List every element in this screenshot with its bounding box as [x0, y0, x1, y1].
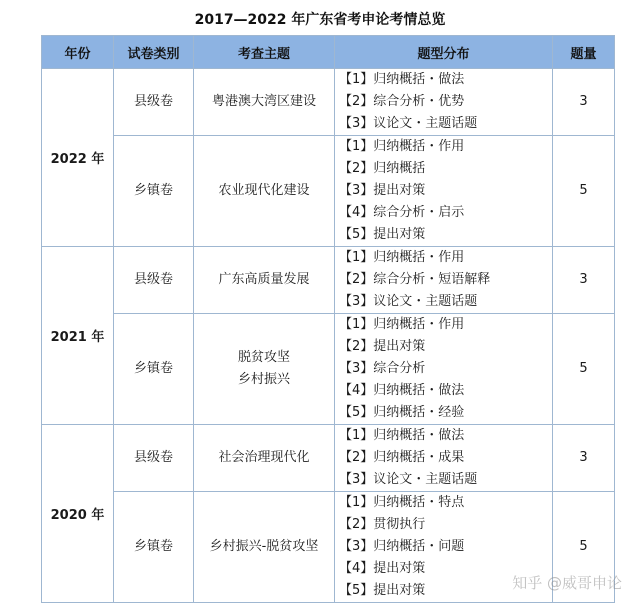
question-type-item: 【2】综合分析・短语解释: [339, 272, 491, 287]
header-theme: 考查主题: [194, 36, 335, 69]
question-type-item: 【2】贯彻执行: [339, 517, 426, 532]
question-type-item: 【3】归纳概括・问题: [339, 539, 465, 554]
question-type-item: 【2】综合分析・优势: [339, 94, 465, 109]
header-paper-type: 试卷类别: [114, 36, 194, 69]
year-cell: 2020 年: [42, 425, 114, 603]
question-type-item: 【3】综合分析: [339, 361, 426, 376]
question-type-item: 【5】归纳概括・经验: [339, 405, 465, 420]
question-type-item: 【1】归纳概括・作用: [339, 317, 465, 332]
theme-cell: [194, 314, 335, 425]
paper-type-cell: 乡镇卷: [114, 492, 194, 603]
question-type-item: 【3】议论文・主题话题: [339, 116, 478, 131]
question-count-cell: 3: [553, 247, 615, 314]
question-count-cell: 5: [553, 314, 615, 425]
theme-line: 乡村振兴-脱贫攻坚: [209, 539, 319, 554]
question-type-item: 【3】议论文・主题话题: [339, 294, 478, 309]
paper-type-cell: 县级卷: [114, 247, 194, 314]
header-question-types: 题型分布: [335, 36, 553, 69]
question-type-item: 【4】提出对策: [339, 561, 426, 576]
question-type-item: 【1】归纳概括・作用: [339, 139, 465, 154]
question-type-item: 【1】归纳概括・作用: [339, 250, 465, 265]
question-types-cell: [335, 425, 553, 492]
table-body: [42, 69, 615, 603]
question-type-item: 【1】归纳概括・做法: [339, 72, 465, 87]
paper-type-cell: 乡镇卷: [114, 136, 194, 247]
paper-type-cell: 乡镇卷: [114, 314, 194, 425]
table-header-row: [42, 36, 615, 69]
theme-line: 广东高质量发展: [218, 272, 310, 287]
question-type-item: 【1】归纳概括・做法: [339, 428, 465, 443]
paper-type-cell: 县级卷: [114, 425, 194, 492]
page-title: 2017—2022 年广东省考申论考情总览: [194, 12, 446, 28]
table-row: [42, 136, 615, 247]
year-cell: 2022 年: [42, 69, 114, 247]
question-types-cell: [335, 69, 553, 136]
exam-overview-table: [41, 35, 615, 603]
theme-cell: [194, 247, 335, 314]
header-year: 年份: [42, 36, 114, 69]
question-type-item: 【2】归纳概括・成果: [339, 450, 465, 465]
question-count-cell: 3: [553, 69, 615, 136]
question-type-item: 【3】议论文・主题话题: [339, 472, 478, 487]
theme-cell: [194, 492, 335, 603]
theme-line: 农业现代化建设: [218, 183, 310, 198]
theme-cell: [194, 136, 335, 247]
table-row: [42, 247, 615, 314]
table-row: [42, 69, 615, 136]
header-count: 题量: [553, 36, 615, 69]
question-type-item: 【1】归纳概括・特点: [339, 495, 465, 510]
question-type-item: 【4】综合分析・启示: [339, 205, 465, 220]
question-count-cell: 3: [553, 425, 615, 492]
table-row: [42, 314, 615, 425]
question-type-item: 【5】提出对策: [339, 583, 426, 598]
theme-line: 脱贫攻坚: [237, 350, 290, 365]
question-count-cell: 5: [553, 492, 615, 603]
theme-cell: [194, 69, 335, 136]
question-type-item: 【5】提出对策: [339, 227, 426, 242]
theme-cell: [194, 425, 335, 492]
question-type-item: 【2】归纳概括: [339, 161, 426, 176]
question-type-item: 【2】提出对策: [339, 339, 426, 354]
theme-line: 乡村振兴: [237, 372, 290, 387]
question-types-cell: [335, 136, 553, 247]
table-row: [42, 425, 615, 492]
question-type-item: 【3】提出对策: [339, 183, 426, 198]
question-types-cell: [335, 247, 553, 314]
question-type-item: 【4】归纳概括・做法: [339, 383, 465, 398]
year-cell: 2021 年: [42, 247, 114, 425]
question-count-cell: 5: [553, 136, 615, 247]
paper-type-cell: 县级卷: [114, 69, 194, 136]
watermark: 知乎 @威哥申论: [512, 574, 622, 592]
theme-line: 社会治理现代化: [218, 450, 310, 465]
theme-line: 粤港澳大湾区建设: [211, 94, 316, 109]
question-types-cell: [335, 314, 553, 425]
